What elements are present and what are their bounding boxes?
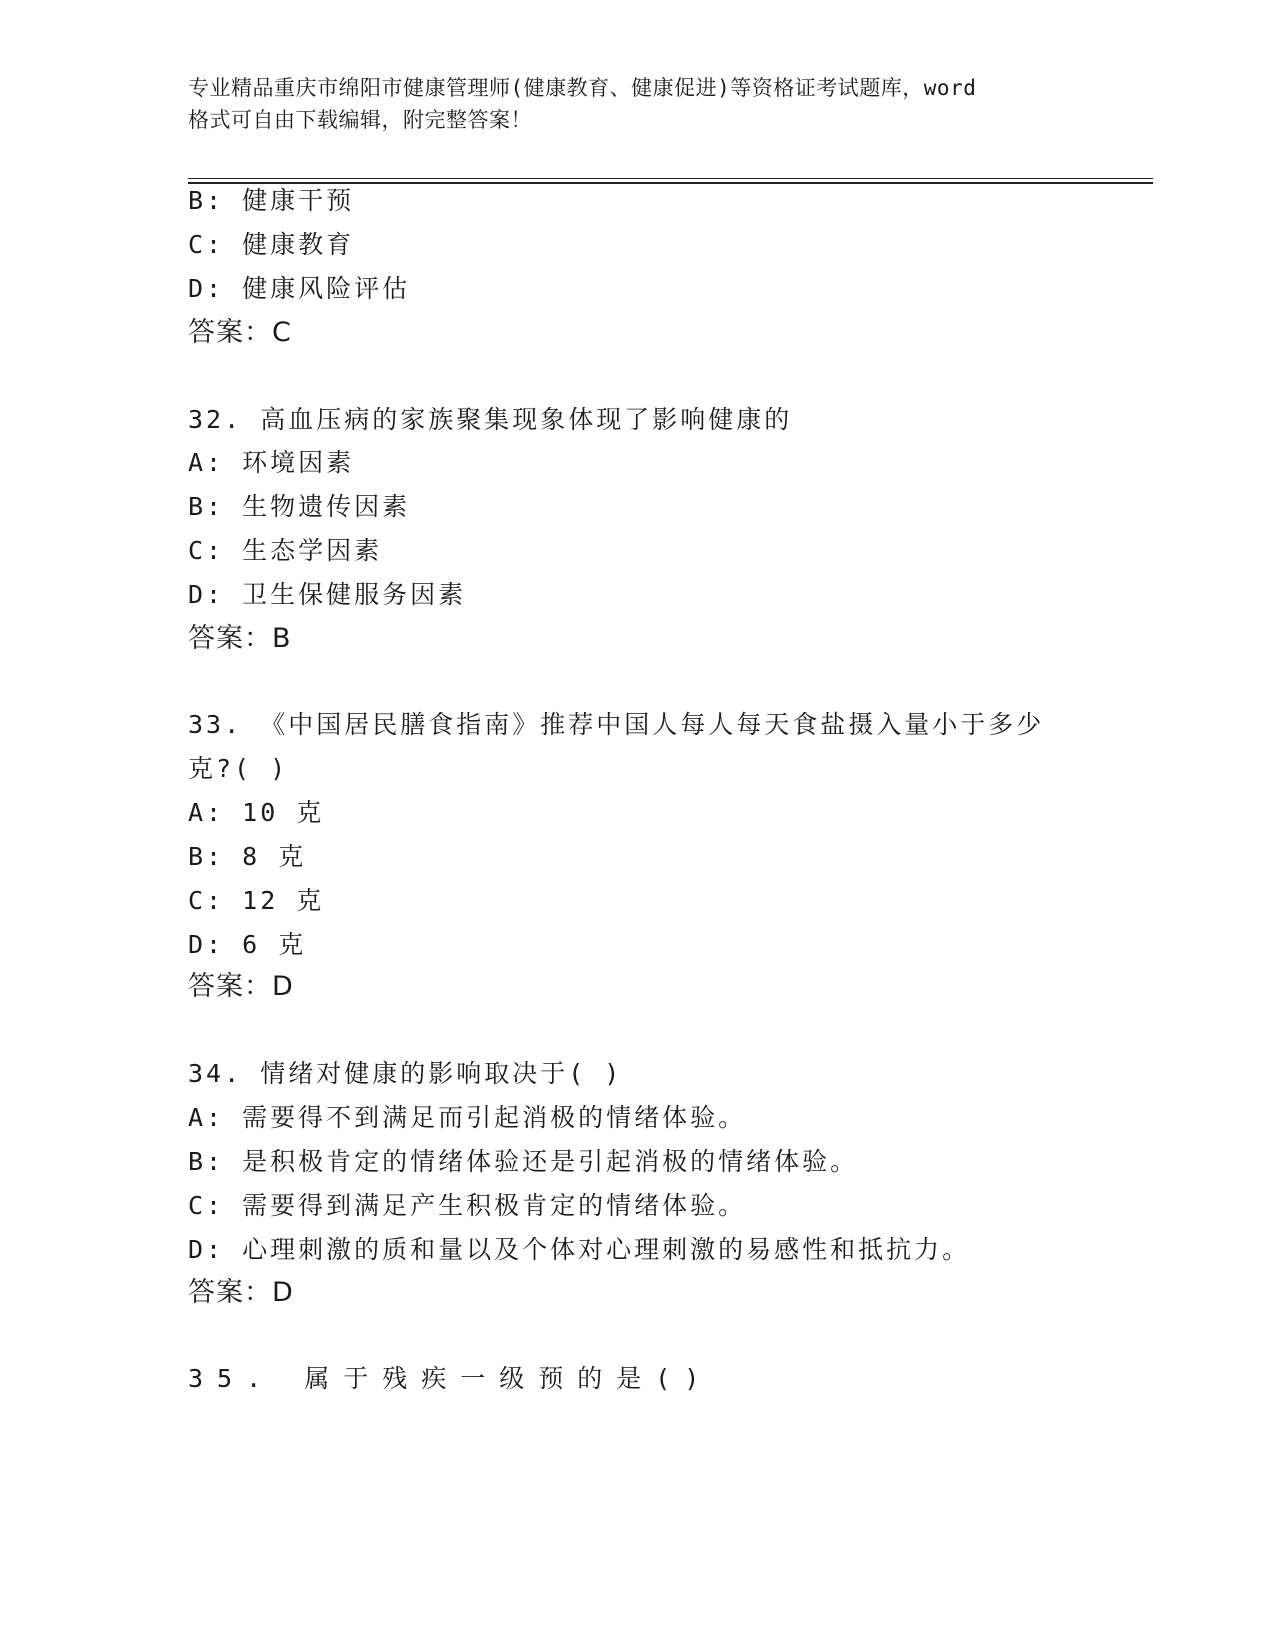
q34-option-c: C: 需要得到满足产生积极肯定的情绪体验。: [188, 1191, 747, 1220]
q33-answer: 答案：D: [188, 971, 294, 1002]
q31-option-b: B: 健康干预: [188, 186, 355, 215]
q32-question: 32. 高血压病的家族聚集现象体现了影响健康的: [188, 405, 793, 434]
q31-option-c: C: 健康教育: [188, 230, 355, 259]
q34-option-b: B: 是积极肯定的情绪体验还是引起消极的情绪体验。: [188, 1147, 859, 1176]
q32-answer: 答案：B: [188, 623, 292, 654]
q33-question-line-1: 33. 《中国居民膳食指南》推荐中国人每人每天食盐摄入量小于多少: [188, 710, 1045, 739]
q35-question: 35. 属于残疾一级预的是(): [188, 1364, 714, 1393]
header-line-1: 专业精品重庆市绵阳市健康管理师(健康教育、健康促进)等资格证考试题库，word: [188, 76, 977, 100]
q34-question: 34. 情绪对健康的影响取决于( ): [188, 1059, 623, 1088]
q33-option-a: A: 10 克: [188, 798, 325, 827]
q33-option-b: B: 8 克: [188, 842, 307, 871]
header-line-2: 格式可自由下载编辑，附完整答案！: [188, 108, 532, 132]
header-divider-top: [188, 178, 1153, 179]
q31-option-d: D: 健康风险评估: [188, 274, 411, 303]
q32-option-a: A: 环境因素: [188, 448, 355, 477]
q34-option-a: A: 需要得不到满足而引起消极的情绪体验。: [188, 1103, 747, 1132]
q31-answer: 答案：C: [188, 317, 292, 348]
q32-option-c: C: 生态学因素: [188, 536, 383, 565]
q33-question-line-2: 克?( ): [188, 754, 289, 783]
q33-option-c: C: 12 克: [188, 886, 325, 915]
q32-option-d: D: 卫生保健服务因素: [188, 580, 467, 609]
document-header: [188, 72, 1088, 136]
q33-option-d: D: 6 克: [188, 930, 307, 959]
q34-option-d: D: 心理刺激的质和量以及个体对心理刺激的易感性和抵抗力。: [188, 1235, 971, 1264]
q32-option-b: B: 生物遗传因素: [188, 492, 411, 521]
q34-answer: 答案：D: [188, 1277, 294, 1308]
